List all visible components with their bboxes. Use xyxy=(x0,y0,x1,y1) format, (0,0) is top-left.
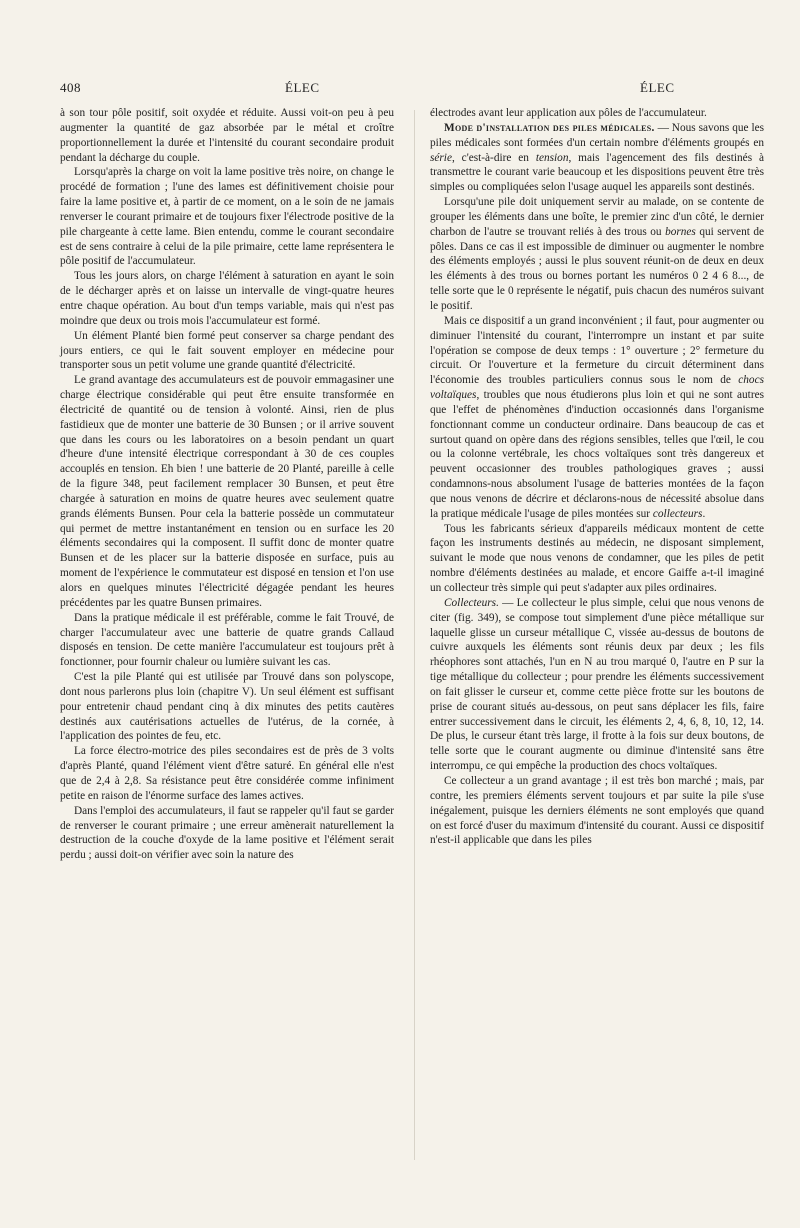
page-number: 408 xyxy=(60,80,81,95)
paragraph: Tous les jours alors, on charge l'élément à saturation en ayant le soin de le décharger après et on laisse un intervalle de vingt-quatre heures entre chaque opération. Au bout d'un temps variable, mais qui n'est pas moindre que deux ou trois mois l'accumulateur est formé. xyxy=(60,270,394,327)
section-heading: Collecteurs. xyxy=(444,596,499,609)
paragraph: Tous les fabricants sérieux d'appareils médicaux montent de cette façon les instruments destinés au médecin, ne disposant simplement, suivant le mode que nous venons de condamner, que les piles de petit nombre d'éléments destinées au malade, et encore Gaiffe a-t-il imaginé un collecteur très simple qui peut s'adapter aux piles ordinaires. xyxy=(430,522,764,594)
paragraph: Mode d'installation des piles médicales. — Nous savons que les piles médicales sont formées d'un certain nombre d'éléments groupés en série, c'est-à-dire en tension, mais l'agencement des fils destinés à transmettre le courant varie beaucoup et les dispositions peuvent être très simples ou compliquées selon l'usage auquel les appareils sont destinés. xyxy=(430,121,764,194)
right-column xyxy=(430,106,764,848)
paragraph: Dans l'emploi des accumulateurs, il faut se rappeler qu'il faut se garder de renverser le courant primaire ; une erreur amènerait naturellement la destruction de la couche d'oxyde de la lame positive et l'élément serait perdu ; aussi doit-on vérifier avec soin la nature des xyxy=(60,804,394,862)
left-column xyxy=(60,106,394,863)
header-title-left: ÉLEC xyxy=(285,80,320,95)
column-divider xyxy=(414,110,415,1160)
paragraph: Ce collecteur a un grand avantage ; il est très bon marché ; mais, par contre, les premiers éléments servent toujours et par suite la pile s'use inégalement, puisque les derniers éléments ne sont employés que quand on est forcé d'user du maximum d'intensité du courant. Aussi ce dispositif n'est-il applicable que dans les piles xyxy=(430,774,764,847)
header-title-right: ÉLEC xyxy=(640,80,675,95)
paragraph: Collecteurs. — Le collecteur le plus simple, celui que nous venons de citer (fig. 349), se compose tout simplement d'une pièce métallique sur laquelle glisse un curseur métallique C, vissée au-dessus de boutons de cuivre auxquels les éléments sont réunis deux par deux ; les fils rhéophores sont attachés, l'un en N au trou marqué 0, l'autre en P sur la tige métallique du collecteur ; pour prendre les éléments successivement on fait glisser le curseur et, comme cette pièce frotte sur les boutons de prise de courant situés au-dessous, on peut sans déplacer les fils, faire entrer successivement dans le circuit, les éléments 2, 4, 6, 8, 10, 12, 14. De plus, le curseur étant très large, il frotte à la fois sur deux boutons, de telle sorte que le courant augmente ou diminue d'intensité sans être interrompu, ce qui empêche la production des chocs voltaïques. xyxy=(430,596,764,773)
section-heading: Mode d'installation des piles médicales. xyxy=(444,121,655,134)
paragraph: Lorsqu'une pile doit uniquement servir au malade, on se contente de grouper les éléments dans une boîte, le premier zinc d'un côté, le dernier charbon de l'autre se trouvant reliés à des trous ou bornes qui servent de pôles. Dans ce cas il est impossible de diminuer ou augmenter le nombre des éléments employés ; aussi le plus souvent réunit-on de deux en deux les éléments à des trous ou bornes portant les numéros 0 2 4 6 8..., de telle sorte que le 0 représente le négatif, puis chacun des numéros suivant le positif. xyxy=(430,196,764,312)
paragraph: électrodes avant leur application aux pôles de l'accumulateur. xyxy=(430,107,707,119)
paragraph: Lorsqu'après la charge on voit la lame positive très noire, on change le procédé de formation ; l'une des lames est définitivement choisie pour faire la lame positive et, à partir de ce moment, on a le soin de ne jamais renverser le courant primaire et de toujours fixer l'électrode positive de la pile chargeante à cette lame. Bien entendu, comme le courant secondaire est de sens contraire à celui de la pile primaire, cette lame représentera le pôle positif de l'accumulateur. xyxy=(60,166,394,268)
paragraph: à son tour pôle positif, soit oxydée et réduite. Aussi voit-on peu à peu augmenter la quantité de gaz absorbée par le métal et croître proportionnellement la durée et l'intensité du courant secondaire produit pendant la décharge du couple. xyxy=(60,107,394,164)
paragraph: Dans la pratique médicale il est préférable, comme le fait Trouvé, de charger l'accumulateur avec une batterie de quatre grands Callaud disposés en tension. De cette manière l'accumulateur est toujours prêt à fonctionner, pour fournir chaleur ou lumière suivant les cas. xyxy=(60,611,394,669)
paragraph: Mais ce dispositif a un grand inconvénient ; il faut, pour augmenter ou diminuer l'intensité du courant, l'interrompre un instant et par suite l'opération se compose de deux temps : 1° ouverture ; 2° fermeture du circuit. Or l'ouverture et la fermeture du circuit déterminent dans l'économie des troubles particuliers connus sous le nom de chocs voltaïques, troubles que nous étudierons plus loin et qui ne sont autres que l'effet de phénomènes d'induction occasionnés dans l'organisme fonctionnant comme un conducteur ordinaire. Dans beaucoup de cas et surtout quand on opère dans des régions sensibles, telles que l'œil, le cou ou la colonne vertébrale, les chocs voltaïques sont très dangereux et peuvent occasionner des troubles pathologiques graves ; aussi condamnons-nous absolument l'usage de batteries montées de la façon que nous venons de décrire et déclarons-nous de nécessité absolue dans la pratique médicale l'usage de piles montées sur collecteurs. xyxy=(430,314,764,520)
paragraph: Un élément Planté bien formé peut conserver sa charge pendant des jours entiers, ce qui le fait souvent employer en médecine pour transporter sous un petit volume une grande quantité d'électricité. xyxy=(60,329,394,372)
paragraph: La force électro-motrice des piles secondaires est de près de 3 volts d'après Planté, quand l'élément vient d'être saturé. En général elle n'est que de 2,4 à 2,8. Sa résistance peut être considérée comme infiniment petite en raison de l'énorme surface des lames actives. xyxy=(60,745,394,802)
paragraph: C'est la pile Planté qui est utilisée par Trouvé dans son polyscope, dont nous parlerons plus loin (chapitre V). Un seul élément est suffisant pour entretenir chaud pendant cinq à dix minutes des petits cautères destinés aux cautérisations actuelles de l'utérus, de la cornée, à l'application des pointes de feu, etc. xyxy=(60,671,394,743)
running-header xyxy=(60,80,765,100)
paragraph: Le grand avantage des accumulateurs est de pouvoir emmagasiner une charge électrique considérable qui peut être ensuite transformée en électricité de quantité ou de tension à volonté. Ainsi, rien de plus fastidieux que de monter une batterie de 30 Bunsen ; or il arrive souvent que dans les cours ou les laboratoires on a besoin pendant un quart d'heure d'une intensité électrique correspondant à 30 de ces couples accouplés en tension. Eh bien ! une batterie de 20 Planté, pareille à celle de la figure 348, peut facilement remplacer 30 Bunsen, et peut être chargée à saturation en moins de quatre heures avec seulement quatre grands éléments Bunsen. Pour cela la batterie possède un commutateur qui permet de mettre instantanément en tension ou en surface les 20 éléments secondaires qui la composent. Il suffit donc de monter quatre Bunsen et de les placer sur la batterie disposée en surface, puis au moment de l'expérience le commutateur est disposé en tension et l'on use alors en quelques minutes l'électricité dégagée pendant les heures précédentes par les quatre Bunsen primaires. xyxy=(60,374,394,609)
